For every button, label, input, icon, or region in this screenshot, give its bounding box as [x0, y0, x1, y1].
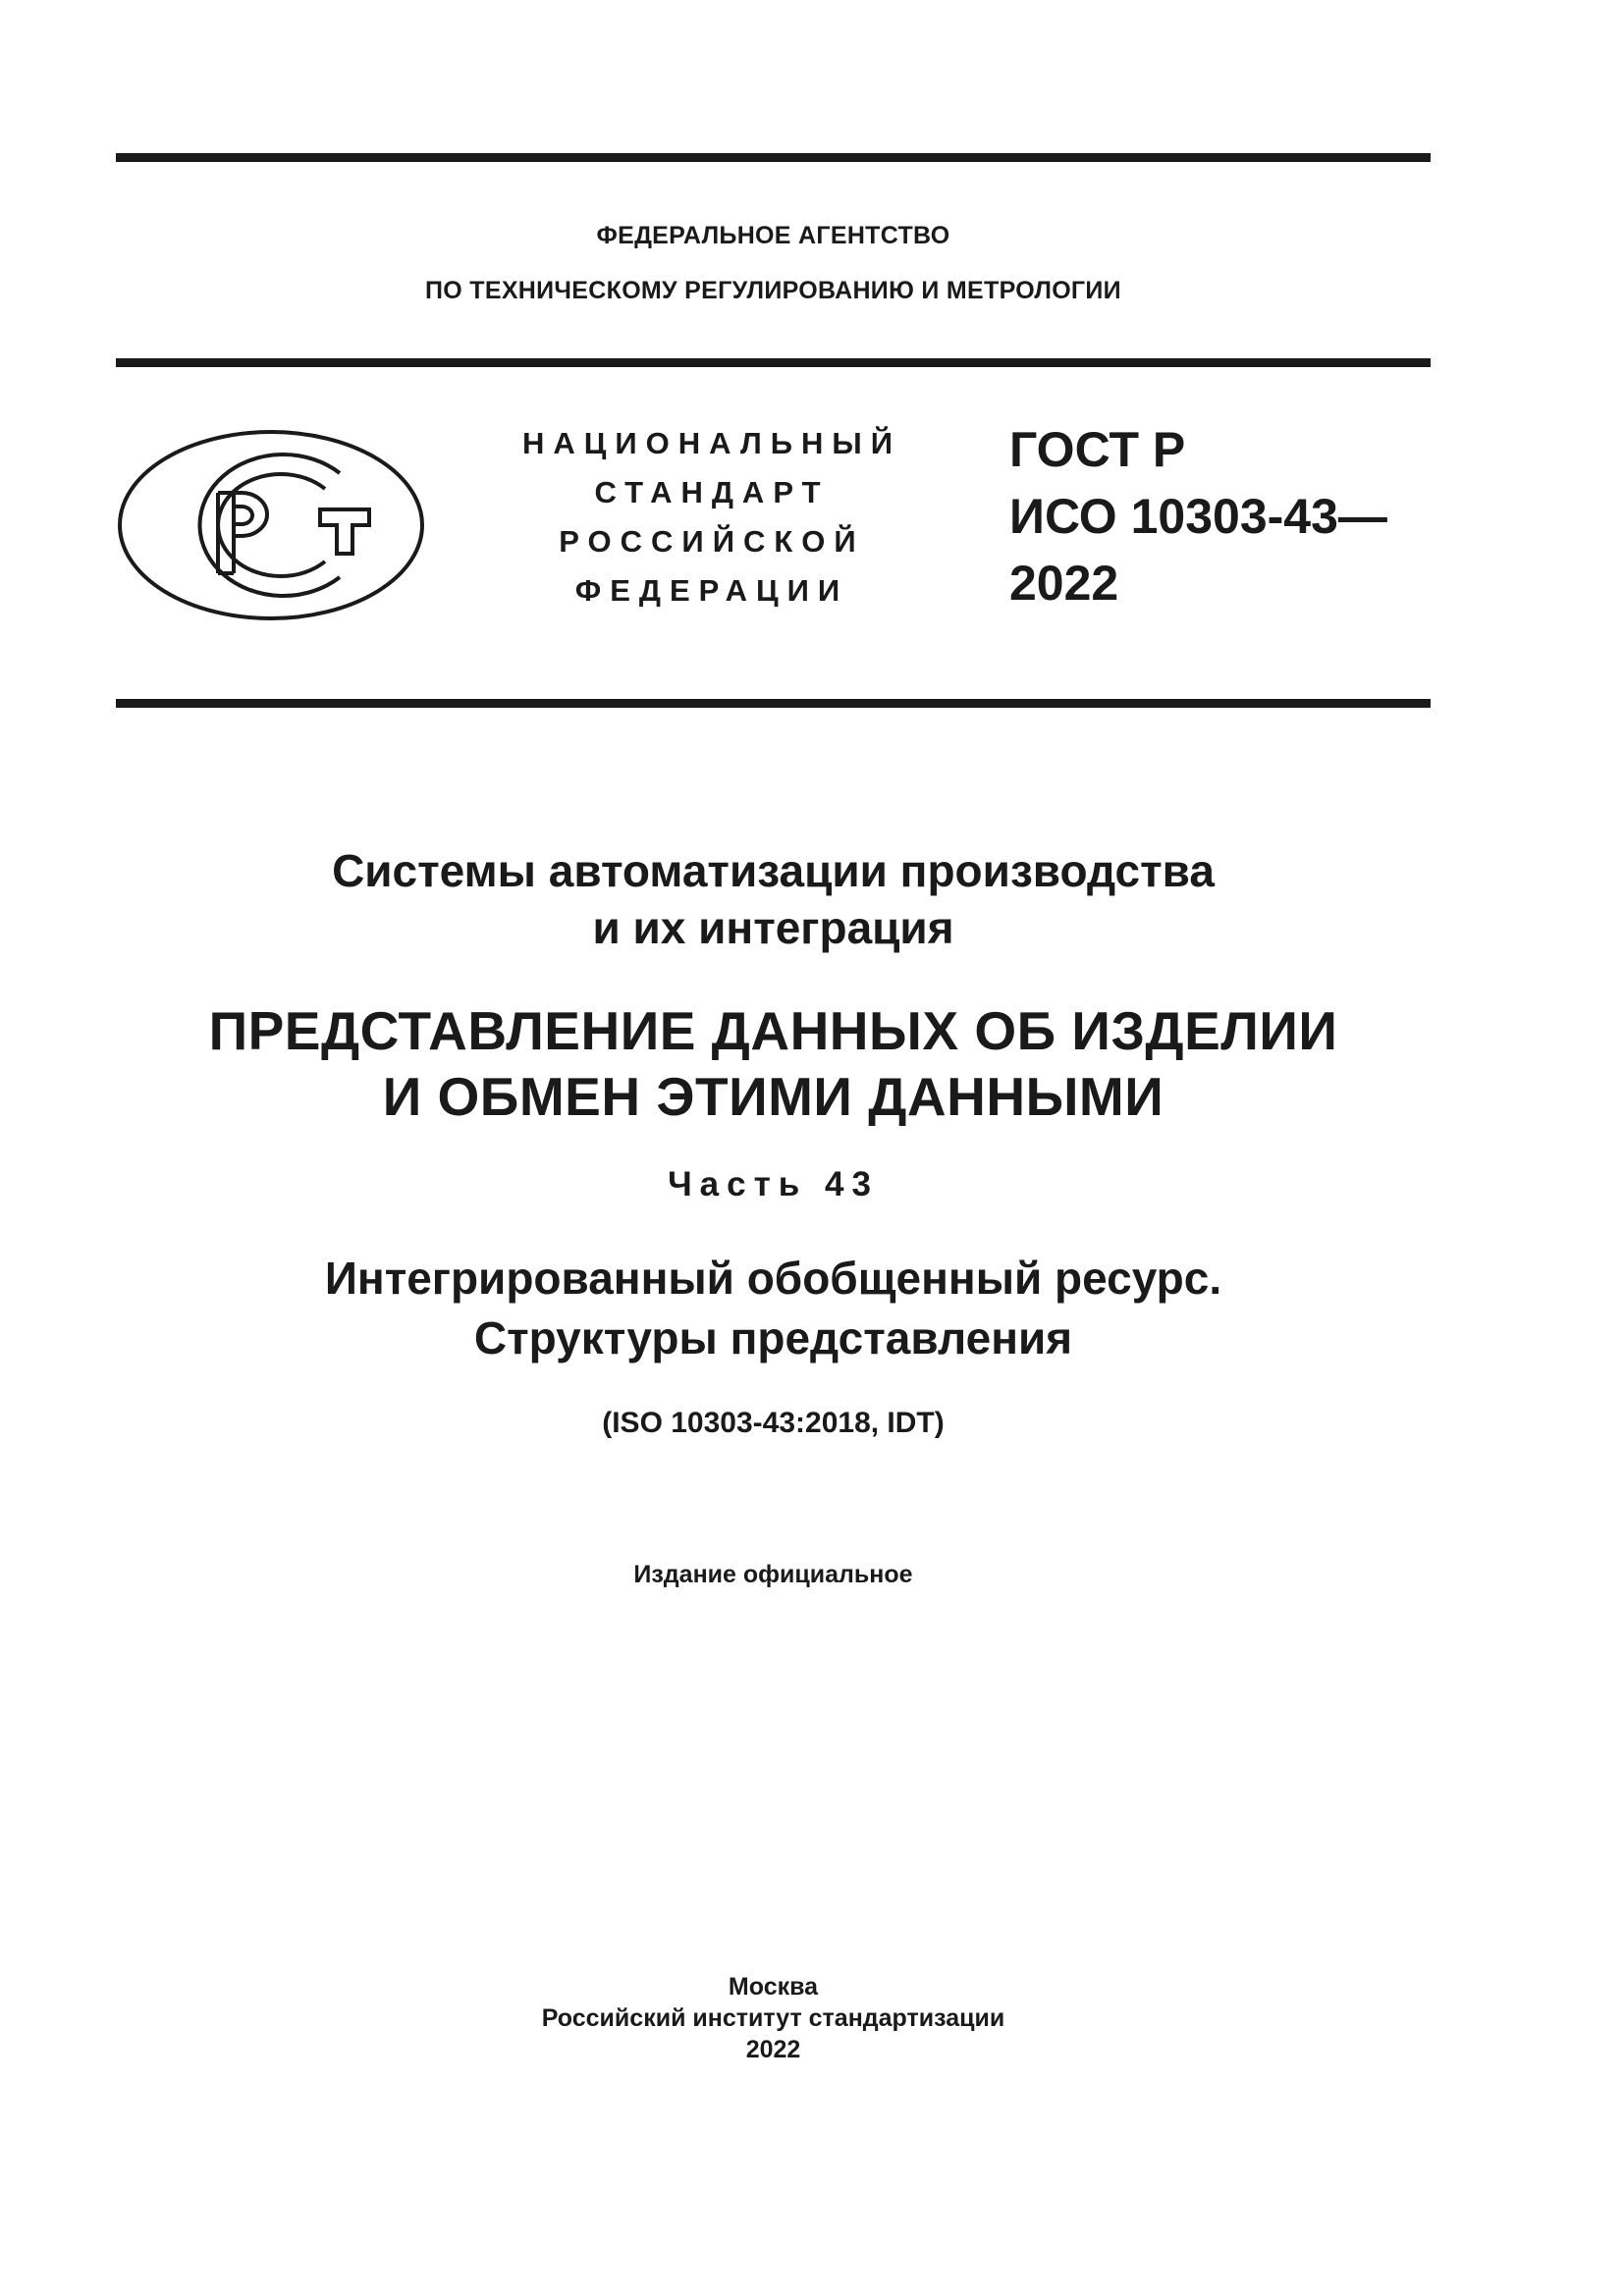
national-standard-line4: ФЕДЕРАЦИИ — [574, 573, 849, 608]
standard-designation-line1: ГОСТ Р — [1009, 422, 1186, 477]
top-divider — [116, 153, 1431, 162]
edition-label: Издание официальное — [633, 1561, 913, 1588]
part-title-line1: Интегрированный обобщенный ресурс. — [324, 1253, 1222, 1304]
part-number: Часть 43 — [668, 1165, 879, 1203]
header-divider — [116, 358, 1431, 367]
agency-name-line1: ФЕДЕРАЛЬНОЕ АГЕНТСТВО — [596, 222, 950, 249]
standard-designation-line2: ИСО 10303-43— — [1009, 489, 1387, 544]
rst-certification-mark-icon — [116, 428, 426, 622]
subtitle-line1: Системы автоматизации производства — [332, 845, 1215, 896]
main-title-line2: И ОБМЕН ЭТИМИ ДАННЫМИ — [382, 1066, 1164, 1127]
iso-reference: (ISO 10303-43:2018, IDT) — [602, 1407, 945, 1439]
part-title-line2: Структуры представления — [473, 1312, 1073, 1363]
publisher-name: Российский институт стандартизации — [541, 2004, 1005, 2032]
publisher-city: Москва — [728, 1973, 819, 2001]
agency-name-line2: ПО ТЕХНИЧЕСКОМУ РЕГУЛИРОВАНИЮ И МЕТРОЛОГИИ — [425, 277, 1121, 304]
publication-year: 2022 — [745, 2036, 801, 2063]
subtitle-line2: и их интеграция — [592, 902, 954, 953]
national-standard-line1: НАЦИОНАЛЬНЫЙ — [521, 426, 902, 460]
main-title-line1: ПРЕДСТАВЛЕНИЕ ДАННЫХ ОБ ИЗДЕЛИИ — [208, 1000, 1338, 1061]
standard-designation-line3: 2022 — [1009, 556, 1119, 611]
title-divider — [116, 699, 1431, 708]
national-standard-line3: РОССИЙСКОЙ — [559, 524, 865, 559]
national-standard-line2: СТАНДАРТ — [594, 475, 830, 509]
